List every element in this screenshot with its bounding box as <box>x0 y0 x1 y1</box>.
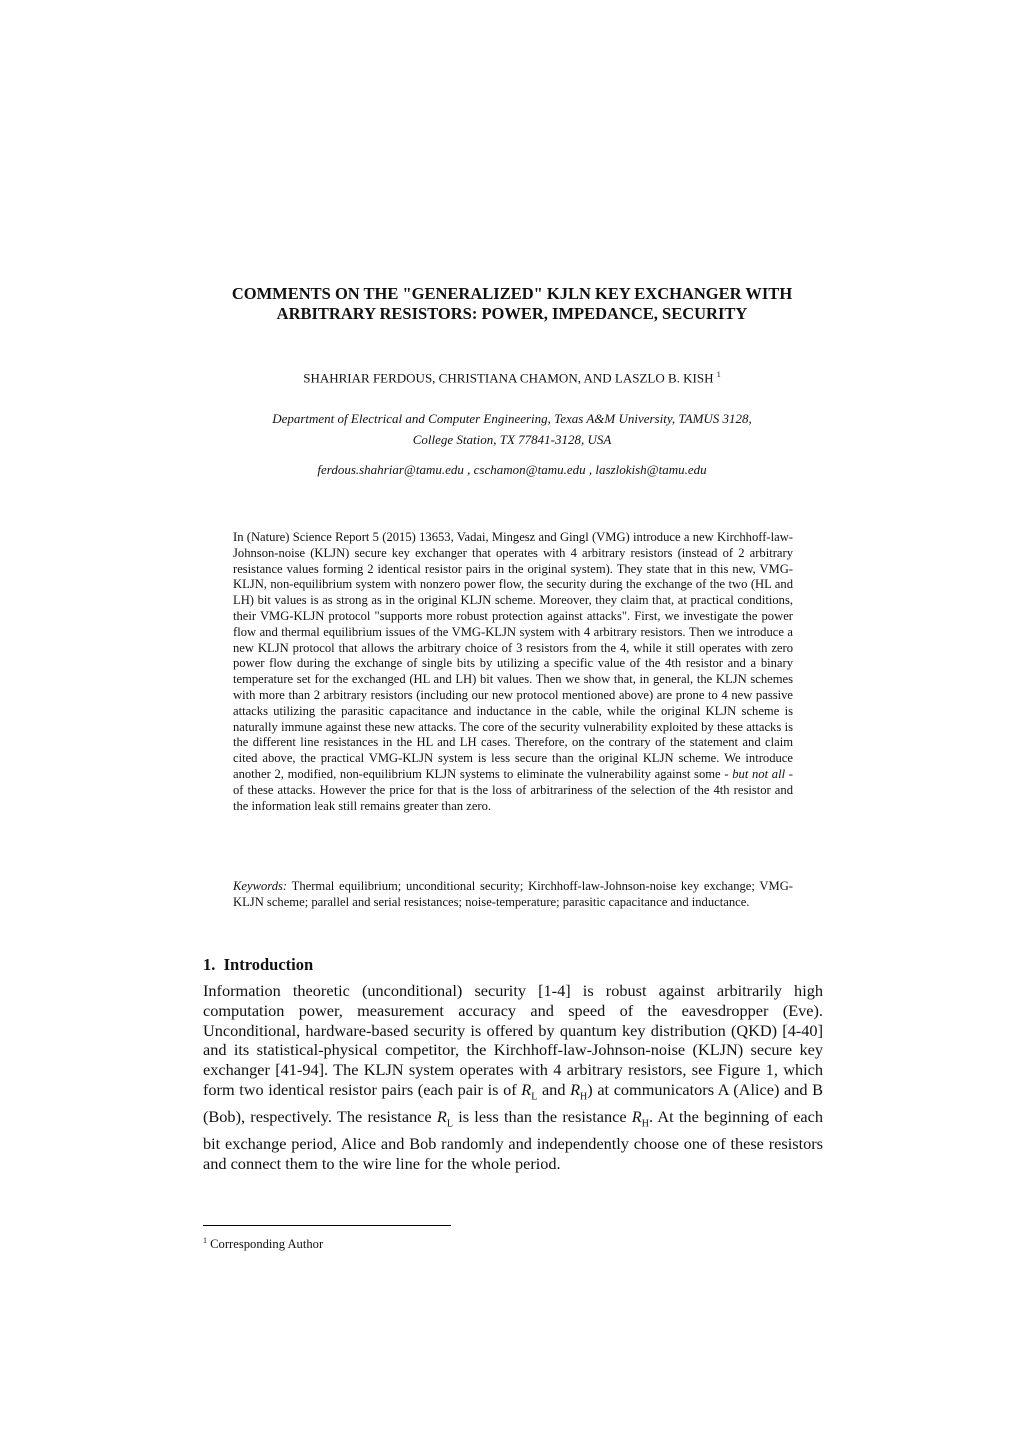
intro-paragraph <box>203 981 823 1174</box>
section-title: Introduction <box>223 955 314 974</box>
symbol-R: R <box>436 1107 447 1127</box>
footnote-mark: 1 <box>203 1236 207 1245</box>
title-line-1: COMMENTS ON THE "GENERALIZED" KJLN KEY EXCHANGER WITH <box>231 284 793 303</box>
footnote-rule <box>203 1225 451 1226</box>
abstract-text-2: - of these attacks. However the price for that is the loss of arbitrariness of the selection of the 4th resistor and the information leak still remains greater than zero. <box>233 766 793 813</box>
section-number: 1. <box>203 955 216 974</box>
keywords <box>233 879 793 911</box>
title-line-2: ARBITRARY RESISTORS: POWER, IMPEDANCE, SECURITY <box>276 304 748 323</box>
intro-text: Information theoretic (unconditional) security [1-4] is robust against arbitrarily high computation power, measurement accuracy and speed of the eavesdropper (Eve). Unconditional, hardware-based security is offered by quantum key distribution (QKD) [4-40] and its statistical-physical competitor, the Kirchhoff-law-Johnson-noise (KLJN) secure key exchanger [41-94]. The KLJN system operates with 4 arbitrary resistors, see Figure 1, which form two identical resistor pairs (each pair is of <box>203 981 823 1099</box>
paper-title <box>150 284 874 324</box>
affiliation <box>150 408 874 450</box>
keywords-label: Keywords: <box>233 879 288 893</box>
symbol-R: R <box>521 1079 532 1099</box>
intro-text: ) at communicators A (Alice) and B (Bob), respectively. The resistance <box>203 1079 823 1127</box>
symbol-R: R <box>631 1107 642 1127</box>
subscript-L: L <box>446 1118 453 1130</box>
abstract-italic: but not all <box>732 766 786 781</box>
affiliation-line-1: Department of Electrical and Computer Engineering, Texas A&M University, TAMUS 3128, <box>272 411 752 426</box>
intro-text: is less than the resistance <box>458 1107 627 1127</box>
intro-text: . At the beginning of each bit exchange period, Alice and Bob randomly and independently choose one of these resistors and connect them to the wire line for the whole period. <box>203 1107 824 1173</box>
section-heading <box>203 955 313 975</box>
subscript-H: H <box>580 1091 588 1103</box>
subscript-L: L <box>531 1091 538 1103</box>
abstract-text-1: In (Nature) Science Report 5 (2015) 13653, Vadai, Mingesz and Gingl (VMG) introduce a new Kirchhoff-law-Johnson-noise (KLJN) secure key exchanger that operates with 4 arbitrary resistors (instead of 2 arbitrary resistance values forming 2 identical resistor pairs in the original system). They state that in this new, VMG-KLJN, non-equilibrium system with nonzero power flow, the security during the exchange of the two (HL and LH) bit values is as strong as in the original KLJN scheme. Moreover, they claim that, at practical conditions, their VMG-KLJN protocol "supports more robust protection against attacks". First, we investigate the power flow and thermal equilibrium issues of the VMG-KLJN system with 4 arbitrary resistors. Then we introduce a new KLJN protocol that allows the arbitrary choice of 3 resistors from the 4, while it still operates with zero power flow during the exchange of single bits by utilizing a specific value of the 4th resistor and a binary temperature set for the exchanged (HL and LH) bit values. Then we show that, in general, the KLJN schemes with more than 2 arbitrary resistors (including our new protocol mentioned above) are prone to 4 new passive attacks utilizing the parasitic capacitance and inductance in the cable, while the original KLJN scheme is naturally immune against these new attacks. The core of the security vulnerability exploited by these attacks is the different line resistances in the HL and LH cases. Therefore, on the contrary of the statement and claim cited above, the practical VMG-KLJN system is less secure than the original KLJN scheme. We introduce another 2, modified, non-equilibrium KLJN systems to eliminate the vulnerability against some - <box>233 530 793 781</box>
authors <box>150 370 874 386</box>
author-names: SHAHRIAR FERDOUS, CHRISTIANA CHAMON, AND LASZLO B. KISH <box>303 370 714 386</box>
footnote-text: Corresponding Author <box>210 1237 324 1252</box>
emails: ferdous.shahriar@tamu.edu , cschamon@tamu.edu , laszlokish@tamu.edu <box>317 462 707 477</box>
affiliation-line-2: College Station, TX 77841-3128, USA <box>412 432 612 447</box>
abstract <box>233 530 793 814</box>
footnote-mark: 1 <box>716 370 721 379</box>
intro-text: and <box>541 1079 566 1099</box>
symbol-R: R <box>570 1079 581 1099</box>
subscript-H: H <box>641 1118 649 1130</box>
keywords-text: Thermal equilibrium; unconditional security; Kirchhoff-law-Johnson-noise key exchange; VMG-KLJN scheme; parallel and serial resistances; noise-temperature; parasitic capacitance and inductance. <box>233 879 793 909</box>
footnote <box>203 1236 323 1252</box>
